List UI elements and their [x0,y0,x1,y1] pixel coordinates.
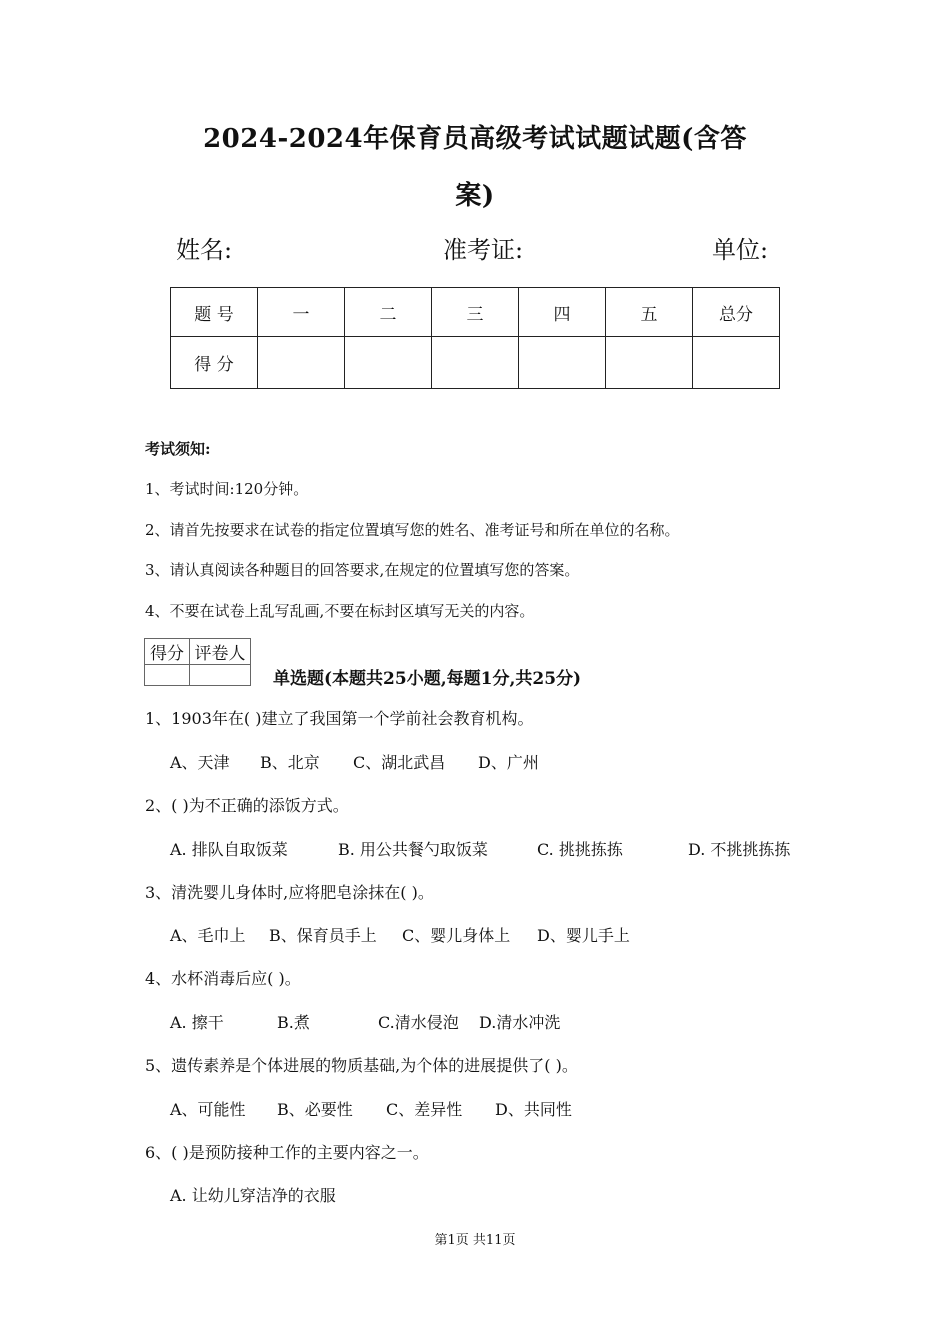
question-option: A. 让幼儿穿洁净的衣服 [170,1186,336,1205]
grader-score-label: 得分 [145,639,190,665]
score-table-header-cell: 二 [345,288,432,337]
score-table-header-cell: 总分 [693,288,780,337]
grader-name-label: 评卷人 [190,639,251,665]
question-option: C、差异性 [386,1100,463,1119]
question-option: A、毛巾上 [170,926,246,945]
page-title-continued: 案) [455,181,495,211]
section-title: 单选题(本题共25小题,每题1分,共25分) [273,669,582,689]
score-cell[interactable] [519,337,606,389]
question-option: A. 排队自取饭菜 [170,840,288,859]
question-option: A、可能性 [170,1100,246,1119]
question-option: C.清水侵泡 [378,1013,459,1032]
score-cell[interactable] [258,337,345,389]
score-table [170,287,780,389]
score-table-header-cell: 三 [432,288,519,337]
question-option: A. 擦干 [170,1013,224,1032]
name-field-label: 姓名: [176,236,233,264]
question-option: B.煮 [277,1013,310,1032]
notice-heading: 考试须知: [145,440,211,458]
question-option: B、北京 [260,753,320,772]
page-number: 第1页 共11页 [434,1233,516,1248]
question-option: D. 不挑挑拣拣 [688,840,791,859]
question-text: 2、( )为不正确的添饭方式。 [145,796,349,815]
notice-item: 2、请首先按要求在试卷的指定位置填写您的姓名、准考证号和所在单位的名称。 [145,521,680,539]
question-option: A、天津 [170,753,230,772]
notice-item: 1、考试时间:120分钟。 [145,480,309,498]
score-cell[interactable] [345,337,432,389]
notice-item: 4、不要在试卷上乱写乱画,不要在标封区填写无关的内容。 [145,602,535,620]
score-table-header-cell: 一 [258,288,345,337]
question-text: 1、1903年在( )建立了我国第一个学前社会教育机构。 [145,709,534,728]
score-cell[interactable] [606,337,693,389]
score-table-header-cell: 四 [519,288,606,337]
unit-field-label: 单位: [712,236,769,264]
question-option: B、保育员手上 [269,926,377,945]
score-table-score-row [171,337,780,389]
page-title: 2024-2024年保育员高级考试试题试题(含答 [203,124,747,154]
question-text: 5、遗传素养是个体进展的物质基础,为个体的进展提供了( )。 [145,1056,578,1075]
score-table-header-cell: 题 号 [171,288,258,337]
grader-score-cell[interactable] [145,665,190,686]
question-text: 3、清洗婴儿身体时,应将肥皂涂抹在( )。 [145,883,434,902]
exam-id-field-label: 准考证: [443,236,524,264]
question-option: B. 用公共餐勺取饭菜 [338,840,488,859]
grader-name-cell[interactable] [190,665,251,686]
question-option: D.清水冲洗 [479,1013,561,1032]
question-option: C、湖北武昌 [353,753,446,772]
question-option: D、婴儿手上 [537,926,630,945]
question-text: 6、( )是预防接种工作的主要内容之一。 [145,1143,429,1162]
question-option: C. 挑挑拣拣 [537,840,623,859]
question-option: B、必要性 [277,1100,353,1119]
grader-table [144,638,251,686]
question-option: D、共同性 [495,1100,572,1119]
notice-item: 3、请认真阅读各种题目的回答要求,在规定的位置填写您的答案。 [145,561,580,579]
score-table-header-row [171,288,780,337]
question-option: C、婴儿身体上 [402,926,511,945]
score-table-header-cell: 五 [606,288,693,337]
question-text: 4、水杯消毒后应( )。 [145,969,301,988]
score-cell[interactable] [693,337,780,389]
score-cell[interactable] [432,337,519,389]
score-row-label: 得 分 [171,337,258,389]
question-option: D、广州 [478,753,539,772]
